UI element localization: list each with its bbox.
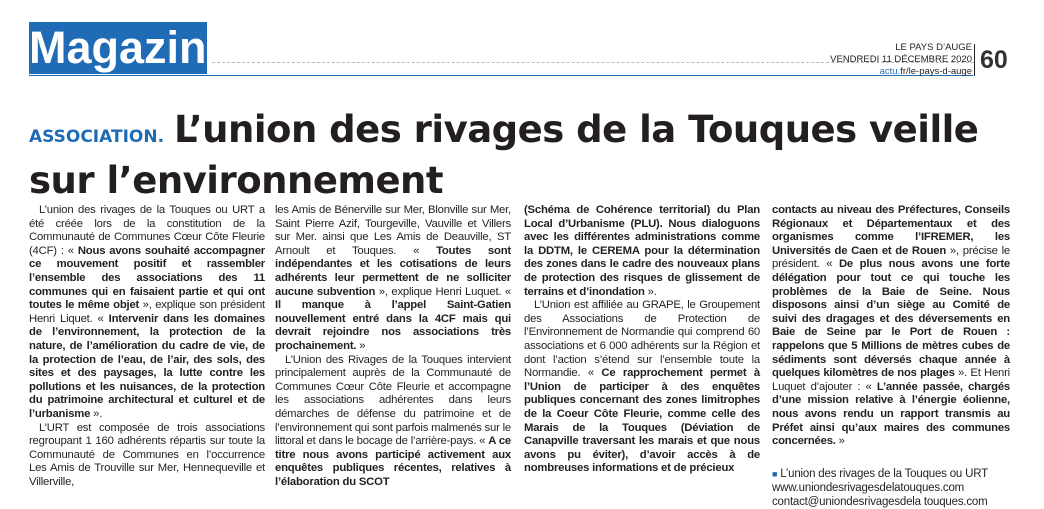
paper-name: LE PAYS D’AUGE [895, 42, 972, 53]
article-column-1 [29, 204, 265, 489]
quote-bold: contacts au niveau des Préfectures, Conseils Régionaux et Départementaux et des organismes comme l’IFREMER, les Universités de Caen et de Rouen [772, 204, 1010, 257]
paragraph [524, 204, 760, 299]
square-bullet-icon: ■ [772, 468, 778, 479]
section-banner: Magazine [29, 22, 232, 73]
quote-bold: Ce rapprochement permet à l’Union de participer à des enquêtes publiques concernant des zones limitrophes de la Coeur Côte Fleurie, comme celle des Marais de la Touques (Déviation de Canapville traversant les marais et que nous avons pu éviter), d’avoir accès à de nombreuses informations et de précieux [524, 367, 760, 475]
article-column-4 [772, 204, 1010, 509]
quote-bold: De plus nous avons une forte délégation pour tout ce qui touche les problèmes de la Baie de Seine. Nous disposons ainsi d’un siège au Comité de suivi des dragages et des déversements en Baie de Seine par le Port de Rouen : rappelons que 5 Millions de mètres cubes de sédiments sont déversés chaque année à quelques kilomètres de nos plages [772, 258, 1010, 380]
paragraph: L’URT est composée de trois associations regroupant 1 160 adhérents répartis sur toute la Communauté de Communes en l’occurrence Les Amis de Trouville sur Mer, Hennequeville et Villerville, [29, 421, 265, 488]
contact-name [772, 467, 1010, 481]
contact-email[interactable]: contact@uniondesrivagesdela touques.com [772, 495, 988, 508]
text-run: ». [644, 285, 657, 298]
headline-kicker: ASSOCIATION. [29, 127, 165, 147]
quote-bold: Intervenir dans les domaines de l’environnement, la protection de la nature, de l’amélioration du cadre de vie, de la protection de l’eau, de l’air, des sols, des sites et des paysages, la lutte contre les pollutions et les nuisances, de la protection du patrimoine architectural et culturel et de l’urbanisme [29, 312, 265, 420]
paragraph [29, 204, 265, 422]
edition-date: VENDREDI 11 DÉCEMBRE 2020 [830, 54, 972, 65]
article-column-3 [524, 204, 760, 476]
paragraph [772, 204, 1010, 449]
website-link[interactable] [830, 66, 972, 78]
text-run: les Amis de Bénerville sur Mer, Blonville sur Mer, Saint Pierre Azif, Tourgeville, Vauville et Villers sur Mer. ainsi que Les Amis de Deauville, ST Arnoult et Touques. « [275, 204, 511, 257]
contact-name-text: L’union des rivages de la Touques ou URT [780, 467, 988, 480]
article-headline [29, 108, 1019, 203]
text-run: », explique son président Henri Liquet. « [29, 299, 266, 325]
quote-bold: Il manque à l’appel Saint-Gatien nouvellement entré dans la 4CF mais qui devrait rejoindre nos associations très prochainement. [275, 299, 511, 352]
text-run: ». [90, 407, 103, 420]
quote-bold: L’année passée, chargés d’une mission relative à l’énergie éolienne, nous avons rendu un rapport transmis au Préfet ainsi qu’aux maires des communes concernées. [772, 380, 1010, 448]
text-run: » [835, 435, 845, 448]
page-number-separator [974, 44, 975, 76]
paragraph [524, 299, 760, 476]
text-run: ». Et Henri Luquet d’ajouter : « [772, 367, 1010, 393]
website-link-accent: actu. [879, 66, 901, 77]
quote-bold: A ce titre nous avons participé activement aux enquêtes publiques récentes, relatives à l’élaboration du SCOT [275, 435, 511, 488]
edition-info [830, 42, 972, 78]
page-number: 60 [980, 46, 1008, 74]
quote-bold: Nous avons souhaité accompagner ce mouvement positif et rassembler l’ensemble des associations des 11 communes qui en faisaient partie et qui ont toutes le même objet [29, 244, 265, 312]
website-link-rest: fr/le-pays-d-auge [900, 66, 972, 77]
paragraph [275, 354, 511, 490]
text-run: », explique Henri Luquet. « [375, 285, 511, 298]
contact-box [772, 467, 1010, 509]
quote-bold: Toutes sont indépendantes et les cotisations de leurs adhérents leur permettent de ne solliciter aucune subvention [275, 244, 511, 298]
paragraph [275, 204, 511, 354]
headline-title: L’union des rivages de la Touques veille sur l’environnement [29, 108, 979, 202]
text-run: » [356, 339, 366, 352]
text-run: L’union des rivages de la Touques ou URT a été créée lors de la constitution de la Communauté de Communes Cœur Côte Fleurie (4CF) : « [29, 204, 265, 257]
text-run: L’Union est affiliée au GRAPE, le Groupement des Associations de Protection de l’Environnement de Normandie qui comprend 60 associations et 6 000 adhérents sur la Région et dont l’action s’étend sur l’ensemble toute la Normandie. « [524, 299, 760, 380]
quote-bold: (Schéma de Cohérence territorial) du Plan Local d’Urbanisme (PLU). Nous dialoguons avec les différentes administrations comme la DDTM, le CEREMA pour la détermination des zones dans le cadre des nouveaux plans de protection des risques de glissement de terrains et d’inondation [524, 204, 760, 298]
article-column-2 [275, 204, 511, 489]
text-run: », précise le président. « [772, 244, 1010, 271]
contact-website[interactable]: www.uniondesrivagesdelatouques.com [772, 481, 965, 494]
text-run: L’Union des Rivages de la Touques intervient principalement auprès de la Communauté de Communes Cœur Côte Fleurie et accompagne les associations adhérentes dans leurs démarches de défense du patrimoine et de l’environnement qui sont parfois malmenés sur le littoral et dans le bocage de l’arrière-pays. « [275, 353, 511, 448]
